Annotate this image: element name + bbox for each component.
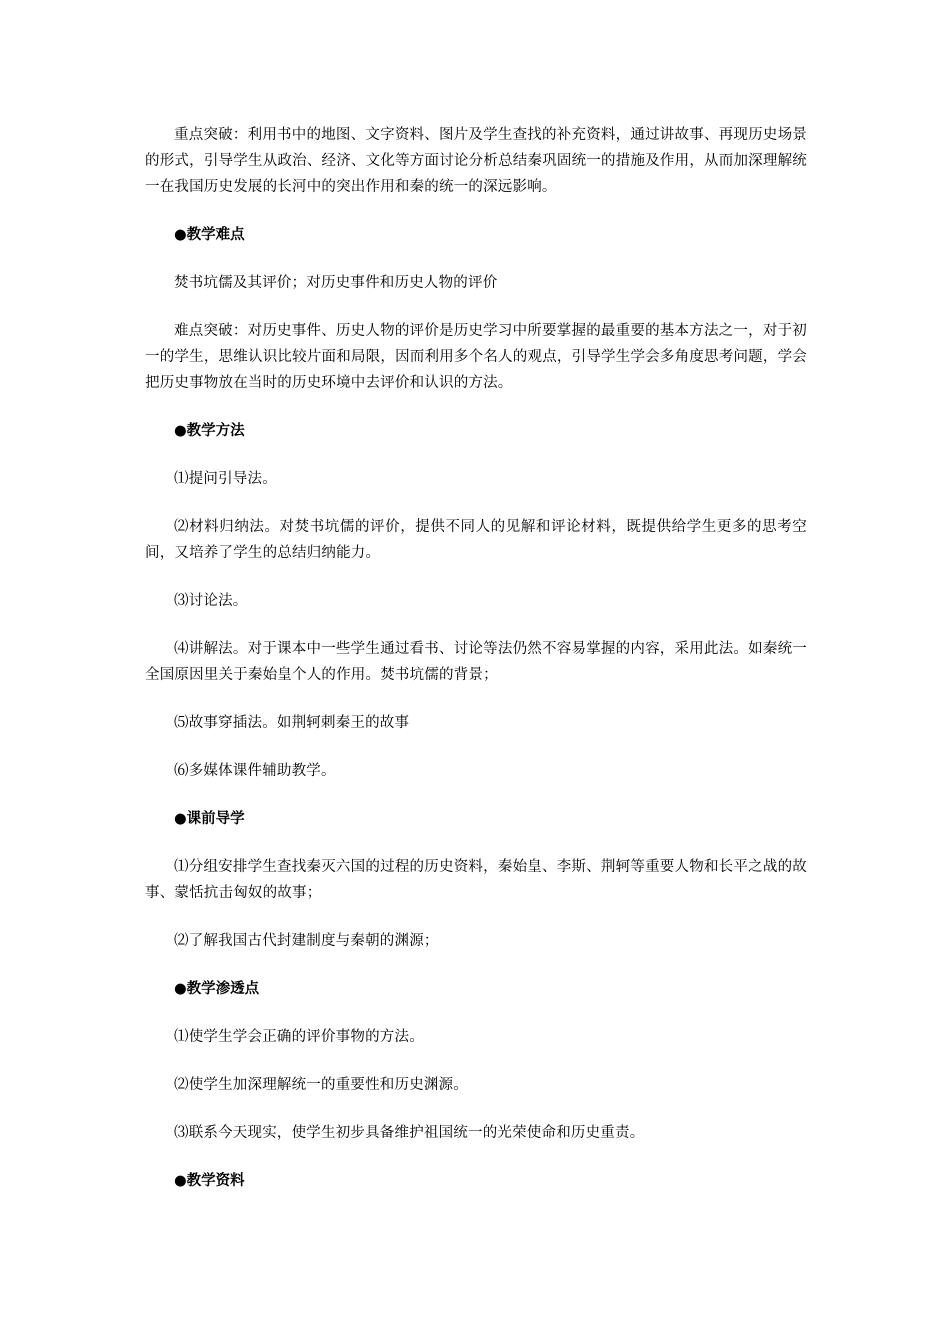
materials-heading [145,1168,807,1194]
document-page [145,122,807,1216]
bullet-icon: ● [174,981,187,997]
difficulty-heading-text: 教学难点 [186,227,245,243]
difficulty-breakthrough-paragraph: 难点突破：对历史事件、历史人物的评价是历史学习中所要掌握的最重要的基本方法之一，对于初一的学生，思维认识比较片面和局限，因而利用多个名人的观点，引导学生学会多角度思考问题，学会把历史事物放在当时的历史环境中去评价和认识的方法。 [145,323,807,391]
infiltration-item-3: ⑶联系今天现实，使学生初步具备维护祖国统一的光荣使命和历史重责。 [174,1125,645,1141]
method-item-6: ⑹多媒体课件辅助教学。 [174,763,336,779]
method-item-5: ⑸故事穿插法。如荆轲刺秦王的故事 [174,715,410,731]
methods-heading-text: 教学方法 [186,423,245,439]
materials-heading-text: 教学资料 [186,1173,245,1189]
bullet-icon: ● [174,1173,187,1189]
preview-item-1: ⑴分组安排学生查找秦灭六国的过程的历史资料，秦始皇、李斯、荆轲等重要人物和长平之战的故事、蒙恬抗击匈奴的故事； [145,859,807,901]
preview-heading [145,806,807,832]
infiltration-heading [145,976,807,1002]
preview-item-2: ⑵了解我国古代封建制度与秦朝的渊源； [174,933,439,949]
method-item-1: ⑴提问引导法。 [174,471,277,487]
bullet-icon: ● [174,423,187,439]
difficulty-heading [145,222,807,248]
bullet-icon: ● [174,227,187,243]
methods-heading [145,418,807,444]
bullet-icon: ● [174,811,187,827]
preview-heading-text: 课前导学 [186,811,245,827]
key-breakthrough-paragraph: 重点突破：利用书中的地图、文字资料、图片及学生查找的补充资料，通过讲故事、再现历史场景的形式，引导学生从政治、经济、文化等方面讨论分析总结秦巩固统一的措施及作用，从而加深理解统一在我国历史发展的长河中的突出作用和秦的统一的深远影响。 [145,127,807,195]
method-item-3: ⑶讨论法。 [174,593,248,609]
method-item-2: ⑵材料归纳法。对焚书坑儒的评价，提供不同人的见解和评论材料，既提供给学生更多的思考空间，又培养了学生的总结归纳能力。 [145,519,807,561]
infiltration-item-2: ⑵使学生加深理解统一的重要性和历史渊源。 [174,1077,468,1093]
difficulty-text: 焚书坑儒及其评价；对历史事件和历史人物的评价 [174,275,498,291]
infiltration-item-1: ⑴使学生学会正确的评价事物的方法。 [174,1029,424,1045]
infiltration-heading-text: 教学渗透点 [186,981,260,997]
method-item-4: ⑷讲解法。对于课本中一些学生通过看书、讨论等法仍然不容易掌握的内容，采用此法。如秦统一全国原因里关于秦始皇个人的作用。焚书坑儒的背景； [145,641,807,683]
